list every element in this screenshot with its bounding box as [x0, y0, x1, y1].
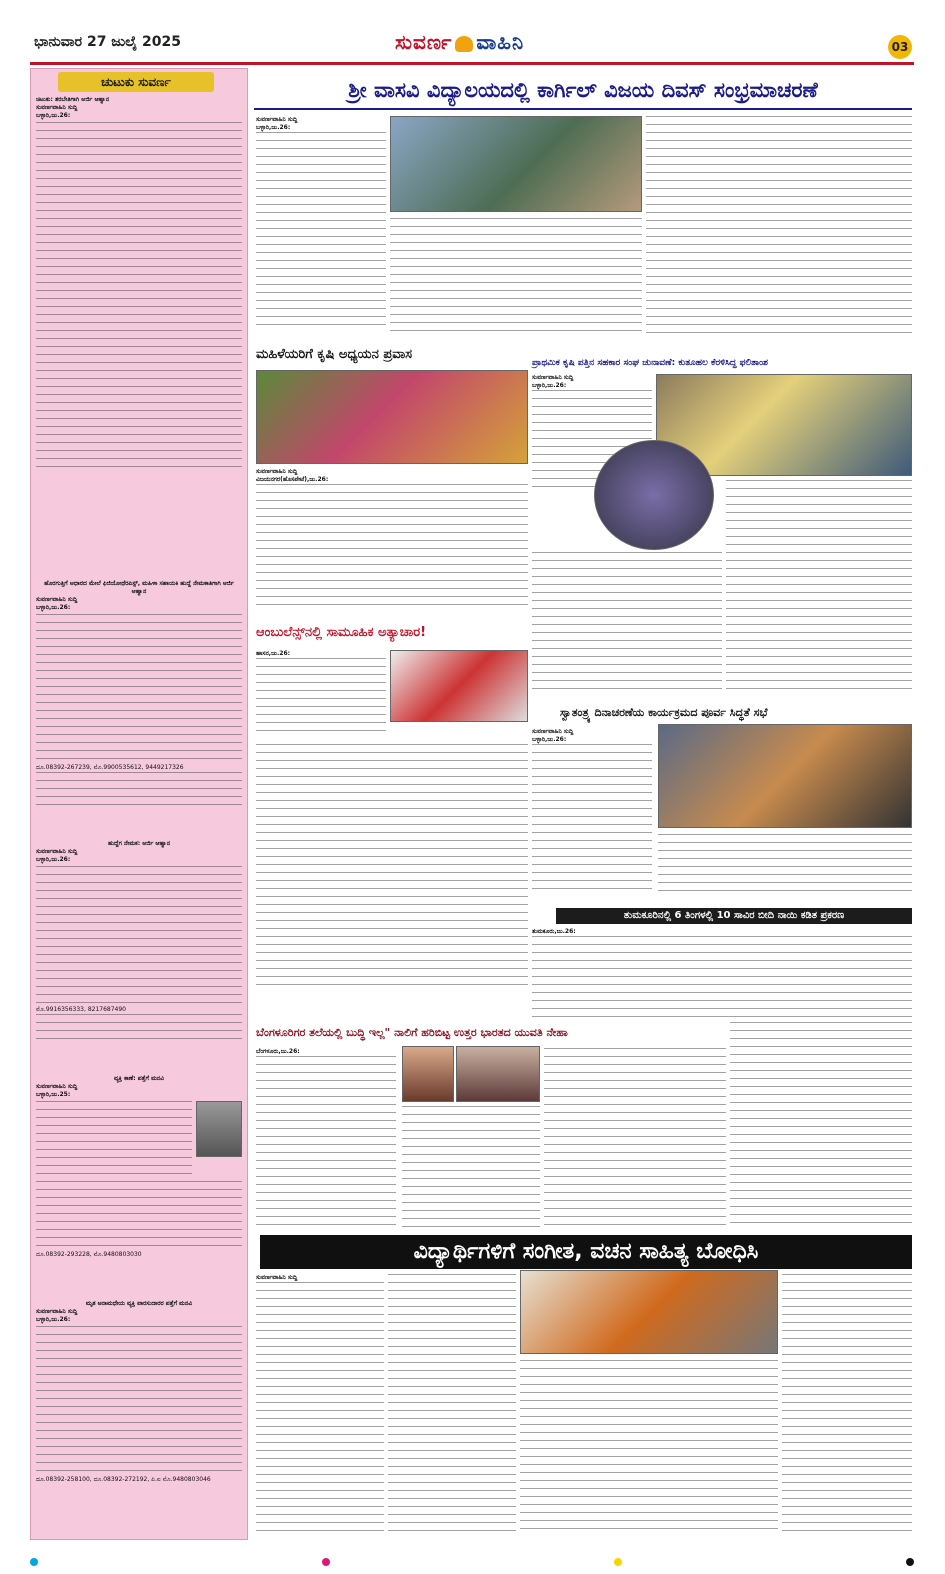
article-3-photo-inset [594, 440, 714, 550]
sidebar-item-body-placeholder [36, 122, 242, 472]
sidebar-item-5 [36, 1300, 242, 1536]
article-dateline: ತುಮಕೂರು,ಜು.26: [532, 928, 576, 935]
sidebar-item-title: ವ್ಯಕ್ತಿ ಕಾಣೆ: ಪತ್ತೆಗೆ ಮನವಿ [113, 1075, 165, 1082]
article-7-body [402, 1106, 540, 1228]
article-8-col4 [782, 1274, 912, 1536]
article-5-photo [658, 724, 912, 828]
article-dateline: ಹಾಸನ,ಜು.26: [256, 650, 291, 657]
masthead [395, 30, 524, 54]
sidebar-item-title: ಮೃತ ಅನಾಮಧೇಯ ವ್ಯಕ್ತಿ ವಾರಸುದಾರರ ಪತ್ತೆಗೆ ಮನವಿ [85, 1300, 193, 1307]
article-1-body-right [646, 116, 912, 336]
article-byline: ಸುವರ್ಣವಾಹಿನಿ ಸುದ್ದಿ [256, 468, 298, 475]
article-8-col1 [256, 1274, 384, 1536]
sidebar-item-3 [36, 840, 242, 1065]
article-byline: ಸುವರ್ಣವಾಹಿನಿ ಸುದ್ದಿ [532, 728, 574, 735]
sidebar-item-body-placeholder [36, 1101, 192, 1181]
article-dateline: ಬೆಂಗಳೂರು,ಜು.26: [256, 1048, 300, 1055]
sidebar-item-phone: ಮೊ.9916356333, 8217687490 [36, 1006, 126, 1013]
sidebar-item-byline: ಸುವರ್ಣವಾಹಿನಿ ಸುದ್ದಿ [36, 596, 78, 603]
article-2-headline: ಮಹಿಳೆಯರಿಗೆ ಕೃಷಿ ಅಧ್ಯಯನ ಪ್ರವಾಸ [256, 347, 413, 362]
article-7-body-right [544, 1048, 726, 1228]
article-8-col2 [388, 1274, 516, 1536]
neha-photo-1 [402, 1046, 454, 1102]
article-4-headline: ಆಂಬುಲೆನ್ಸ್‌ನಲ್ಲಿ ಸಾಮೂಹಿಕ ಅತ್ಯಾಚಾರ! [256, 625, 427, 640]
missing-person-photo [196, 1101, 242, 1157]
sidebar-item-1 [36, 96, 242, 476]
article-1-body [390, 218, 642, 336]
sidebar-item-4 [36, 1075, 242, 1295]
article-4-body [256, 744, 528, 988]
neha-photo-2 [456, 1046, 540, 1102]
lamp-logo-icon [455, 36, 473, 52]
sidebar-item-byline: ಸುವರ್ಣವಾಹಿನಿ ಸುದ್ದಿ [36, 1308, 78, 1315]
sidebar-item-body-placeholder [36, 1014, 242, 1044]
issue-date: ಭಾನುವಾರ 27 ಜುಲೈ 2025 [34, 34, 181, 50]
sidebar-item-title: ಹುದ್ದೆಗ ನೇಮಕ: ಅರ್ಜಿ ಆಹ್ವಾನ [107, 840, 171, 847]
article-7-col1 [256, 1048, 396, 1228]
article-dateline: ವಿಜಯನಗರ(ಹೊಸಪೇಟೆ),ಜು.26: [256, 476, 329, 483]
article-8-photo [520, 1270, 778, 1354]
article-3-headline: ಪ್ರಾಥಮಿಕ ಕೃಷಿ ಪತ್ತಿನ ಸಹಕಾರ ಸಂಘ ಚುನಾವಣೆ: ಕುತೂಹಲ ಕೆರಳಿಸಿದ್ದ ಫಲಿತಾಂಶ [532, 355, 912, 371]
article-dateline: ಬಳ್ಳಾರಿ,ಜು.26: [532, 382, 567, 389]
header-rule [30, 62, 914, 65]
article-body-placeholder [256, 132, 386, 327]
article-3-body [532, 552, 722, 692]
article-4-col1 [256, 650, 386, 740]
article-3-body-right [726, 480, 912, 692]
article-body-placeholder [256, 1056, 396, 1226]
article-byline: ಸುವರ್ಣವಾಹಿನಿ ಸುದ್ದಿ [532, 374, 574, 381]
sidebar-item-body-placeholder [36, 614, 242, 764]
article-8-body [520, 1360, 778, 1536]
article-2-photo [256, 370, 528, 464]
sidebar-item-byline: ಸುವರ್ಣವಾಹಿನಿ ಸುದ್ದಿ [36, 1083, 78, 1090]
sidebar-item-dateline: ಬಳ್ಳಾರಿ,ಜು.26: [36, 1316, 71, 1323]
sidebar-item-body-placeholder [36, 866, 242, 1006]
article-1-headline: ಶ್ರೀ ವಾಸವಿ ವಿದ್ಯಾಲಯದಲ್ಲಿ ಕಾರ್ಗಿಲ್ ವಿಜಯ ದಿವಸ್ ಸಂಭ್ರಮಾಚರಣೆ [254, 70, 912, 110]
sidebar-item-byline: ಸುವರ್ಣವಾಹಿನಿ ಸುದ್ದಿ [36, 104, 78, 111]
registration-dot [322, 1558, 330, 1566]
ambulance-photo [390, 650, 528, 722]
sidebar-item-2 [36, 580, 242, 830]
print-registration-marks [30, 1558, 914, 1564]
sidebar-item-title: ಚಿಟುಕು: ತರಬೇತಿಗಾಗಿ ಅರ್ಜಿ ಆಹ್ವಾನ [36, 96, 110, 103]
registration-dot [906, 1558, 914, 1566]
article-6-body [532, 928, 912, 1020]
sidebar-item-body-placeholder [36, 1326, 242, 1476]
sidebar-item-body-placeholder [36, 1181, 242, 1251]
article-body-placeholder [256, 484, 528, 612]
article-6-headline: ತುಮಕೂರಿನಲ್ಲಿ 6 ತಿಂಗಳಲ್ಲಿ 10 ಸಾವಿರ ಬೀದಿ ನಾಯಿ ಕಡಿತ ಪ್ರಕರಣ [556, 908, 912, 924]
article-body-placeholder [256, 658, 386, 738]
sidebar-item-dateline: ಬಳ್ಳಾರಿ,ಜು.26: [36, 604, 71, 611]
sidebar-item-body-placeholder [36, 772, 242, 812]
article-5-headline: ಸ್ವಾತಂತ್ರ್ಯ ದಿನಾಚರಣೆಯ ಕಾರ್ಯಕ್ರಮದ ಪೂರ್ವ ಸಿದ್ಧತೆ ಸಭೆ [560, 706, 768, 719]
article-5-body [658, 834, 912, 898]
sidebar-item-phone: ದೂ.08392-258100, ದೂ.08392-272192, ಪಿ.ಐ ಮೊ.9480803046 [36, 1476, 211, 1483]
article-8-headline: ವಿದ್ಯಾರ್ಥಿಗಳಿಗೆ ಸಂಗೀತ, ವಚನ ಸಾಹಿತ್ಯ ಬೋಧಿಸಿ [260, 1235, 912, 1269]
article-body-placeholder [532, 936, 912, 1018]
sidebar-tag: ಚುಟುಕು ಸುವರ್ಣ [58, 72, 214, 92]
masthead-part2: ವಾಹಿನಿ [476, 30, 525, 54]
article-byline: ಸುವರ್ಣವಾಹಿನಿ ಸುದ್ದಿ [256, 1274, 298, 1281]
page-number: 03 [888, 35, 912, 59]
sidebar-item-dateline: ಬಳ್ಳಾರಿ,ಜು.26: [36, 112, 71, 119]
sidebar-item-dateline: ಬಳ್ಳಾರಿ,ಜು.26: [36, 856, 71, 863]
article-7-headline: ಬೆಂಗಳೂರಿಗರ ತಲೆಯಲ್ಲಿ ಬುದ್ಧಿ ಇಲ್ಲ" ನಾಲಿಗೆ ಹರಿಬಿಟ್ಟ ಉತ್ತರ ಭಾರತದ ಯುವತಿ ನೇಹಾ [256, 1026, 568, 1039]
article-2-body [256, 468, 528, 618]
article-dateline: ಬಳ್ಳಾರಿ,ಜು.26: [256, 124, 291, 131]
sidebar-item-phone: ದೂ.08392-293228, ಮೊ.9480803030 [36, 1251, 142, 1258]
article-1-col1 [256, 116, 386, 336]
registration-dot [30, 1558, 38, 1566]
article-body-placeholder [256, 1282, 384, 1532]
masthead-part1: ಸುವರ್ಣ [395, 30, 453, 54]
article-byline: ಸುವರ್ಣವಾಹಿನಿ ಸುದ್ದಿ [256, 116, 298, 123]
article-5-col1 [532, 728, 652, 898]
sidebar-item-byline: ಸುವರ್ಣವಾಹಿನಿ ಸುದ್ದಿ [36, 848, 78, 855]
article-6-body-cont [730, 1022, 912, 1228]
article-body-placeholder [532, 744, 652, 894]
registration-dot [614, 1558, 622, 1566]
sidebar-item-phone: ದೂ.08392-267239, ಮೊ.9900535612, 9449217326 [36, 764, 184, 771]
sidebar-item-title: ಹೊರಗುತ್ತಿಗೆ ಆಧಾರದ ಮೇಲೆ ಫಿಜಿಯೋಥೆರಪಿಸ್ಟ್, ಮಹಿಳಾ ಸಹಾಯಕಿ ಹುದ್ದೆ ನೇಮಕಾತಿಗಾಗಿ ಅರ್ಜಿ ಆಹ್ವಾನ [44, 580, 234, 595]
sidebar-item-dateline: ಬಳ್ಳಾರಿ,ಜು.25: [36, 1091, 71, 1098]
article-dateline: ಬಳ್ಳಾರಿ,ಜು.26: [532, 736, 567, 743]
article-1-photo [390, 116, 642, 212]
